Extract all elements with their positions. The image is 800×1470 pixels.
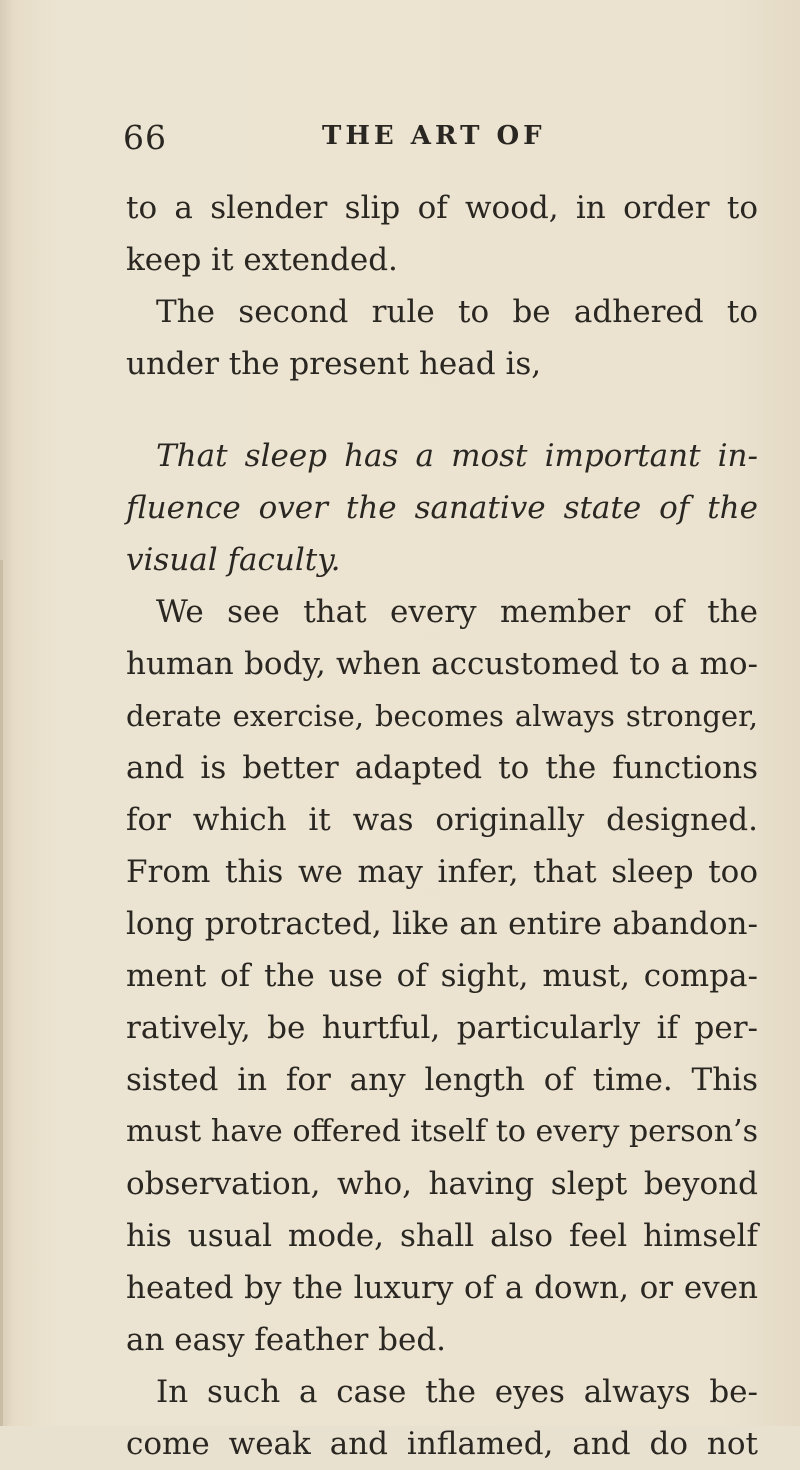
paragraph-1 [126,182,758,286]
running-head: THE ART OF [322,121,546,151]
text-line: under the present head is, [126,346,542,382]
paragraph-4 [126,1366,758,1470]
text-line: From this we may infer, that sleep too [126,854,758,890]
paragraph-3 [126,586,758,1366]
text-line: fluence over the sanative state of the [126,490,758,526]
page-number: 66 [123,118,167,157]
text-line: come weak and inflamed, and do not [126,1426,758,1462]
text-line: heated by the luxury of a down, or even [126,1270,758,1306]
text-line: visual faculty. [126,542,341,578]
text-line: for which it was originally designed. [126,802,758,838]
page-header [0,118,800,158]
rule-statement [126,430,758,586]
page-gutter-shadow [0,560,3,1426]
text-line: to a slender slip of wood, in order to [126,190,758,226]
text-line: long protracted, like an entire abandon- [126,906,758,942]
text-line: derate exercise, becomes always stronger, [126,699,758,733]
page-body [126,182,758,1470]
text-line: In such a case the eyes always be- [156,1374,758,1410]
text-line: an easy feather bed. [126,1322,447,1358]
text-line: his usual mode, shall also feel himself [126,1218,758,1254]
text-line: and is better adapted to the functions [126,750,758,786]
paragraph-2 [126,286,758,390]
text-line: must have offered itself to every person’s [126,1114,758,1149]
text-line: We see that every member of the [156,594,758,630]
text-line: The second rule to be adhered to [156,294,758,330]
text-line: That sleep has a most important in- [156,438,758,474]
text-line: observation, who, having slept beyond [126,1166,758,1202]
text-line: sisted in for any length of time. This [126,1062,758,1098]
section-gap [126,390,758,430]
text-line: ratively, be hurtful, particularly if per- [126,1010,758,1046]
text-line: human body, when accustomed to a mo- [126,646,758,682]
text-line: keep it extended. [126,242,398,278]
text-line: ment of the use of sight, must, compa- [126,958,758,994]
